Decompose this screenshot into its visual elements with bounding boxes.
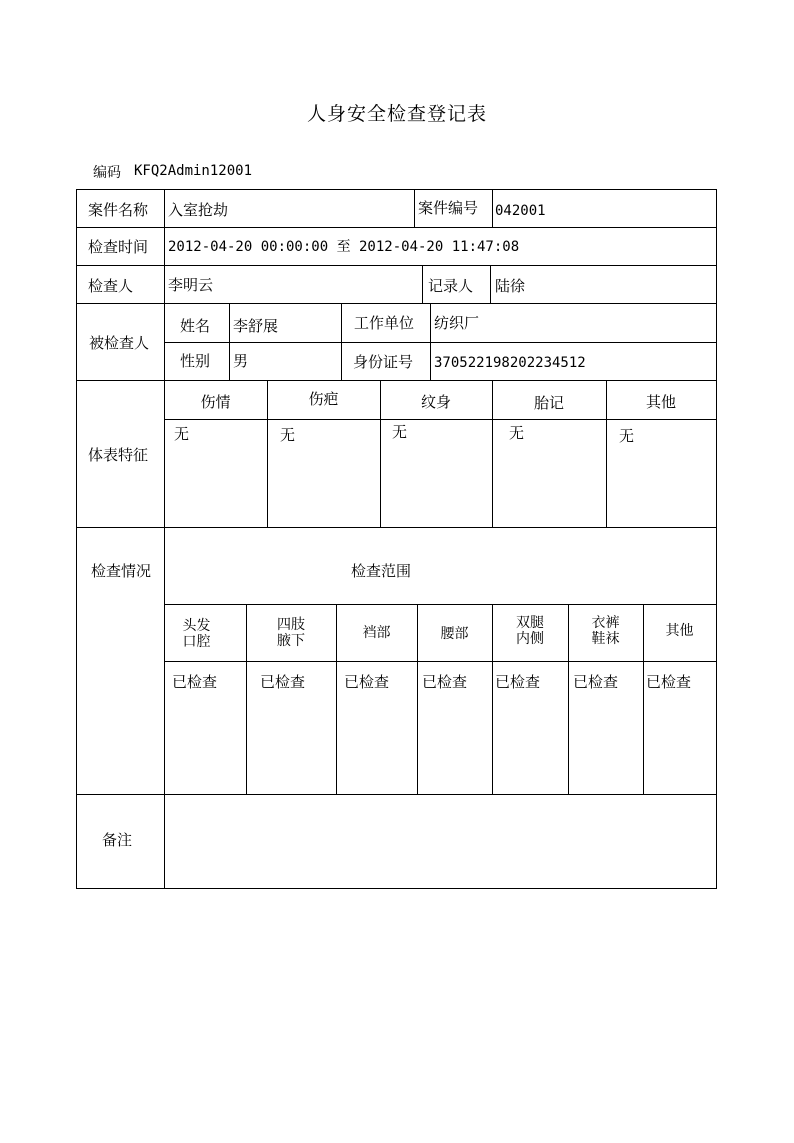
inspection-value-limbs-armpits: 已检查 <box>260 673 306 691</box>
inspection-col-waist: 腰部 <box>440 626 469 642</box>
features-col-other: 其他 <box>645 393 676 411</box>
features-col-injury: 伤情 <box>200 393 231 411</box>
row-divider <box>76 380 717 381</box>
col-divider <box>414 189 415 227</box>
row-divider <box>76 227 717 228</box>
subject-id-value: 370522198202234512 <box>434 355 586 371</box>
inspection-value-inner-legs: 已检查 <box>495 673 541 691</box>
inspection-range-label: 检查范围 <box>351 562 412 580</box>
table-border-bottom <box>76 888 717 889</box>
case-name-label: 案件名称 <box>88 201 149 219</box>
col-divider <box>492 189 493 227</box>
subject-gender-value: 男 <box>233 352 249 370</box>
row-divider <box>76 265 717 266</box>
inspection-col-other: 其他 <box>665 623 694 639</box>
case-number-label: 案件编号 <box>418 199 479 217</box>
features-value-scar: 无 <box>280 426 296 444</box>
col-divider <box>229 303 230 380</box>
col-divider <box>422 265 423 303</box>
features-value-tattoo: 无 <box>392 423 408 441</box>
features-col-scar: 伤疤 <box>308 390 339 408</box>
subject-gender-label: 性别 <box>180 352 211 370</box>
remarks-label: 备注 <box>102 831 133 849</box>
subject-name-label: 姓名 <box>180 317 211 335</box>
subject-unit-value: 纺织厂 <box>434 314 480 332</box>
inspection-value-clothes-shoes: 已检查 <box>573 673 619 691</box>
features-col-birthmark: 胎记 <box>533 394 564 412</box>
recorder-value: 陆徐 <box>495 277 526 295</box>
label-column-divider <box>164 189 165 889</box>
features-label: 体表特征 <box>88 446 149 464</box>
subject-name-value: 李舒展 <box>233 317 279 335</box>
features-col-tattoo: 纹身 <box>420 393 451 411</box>
case-name-value: 入室抢劫 <box>168 201 229 219</box>
col-divider <box>341 303 342 380</box>
features-value-injury: 无 <box>174 425 190 443</box>
features-value-other: 无 <box>619 427 635 445</box>
col-divider <box>430 303 431 380</box>
subject-label: 被检查人 <box>89 334 150 352</box>
table-border-top <box>76 189 717 190</box>
inspector-value: 李明云 <box>168 276 214 294</box>
row-divider <box>76 303 717 304</box>
inspection-col-clothes-shoes: 衣裤 鞋袜 <box>591 615 620 647</box>
page-title: 人身安全检查登记表 <box>306 103 487 125</box>
row-divider <box>164 342 717 343</box>
col-divider <box>490 265 491 303</box>
table-border-right <box>716 189 717 889</box>
inspection-value-other: 已检查 <box>646 673 692 691</box>
code-label: 编码 <box>93 165 121 181</box>
code-value: KFQ2Admin12001 <box>134 163 253 179</box>
table-border-left <box>76 189 77 889</box>
features-value-birthmark: 无 <box>509 424 525 442</box>
inspection-value-hair-mouth: 已检查 <box>172 673 218 691</box>
row-divider <box>76 527 717 528</box>
time-label: 检查时间 <box>88 238 149 256</box>
inspection-col-hair-mouth: 头发 口腔 <box>182 618 211 650</box>
case-number-value: 042001 <box>495 203 546 219</box>
inspection-col-crotch: 裆部 <box>362 625 391 641</box>
row-divider <box>76 794 717 795</box>
time-value: 2012-04-20 00:00:00 至 2012-04-20 11:47:08 <box>168 239 520 255</box>
inspection-col-limbs-armpits: 四肢 腋下 <box>277 617 305 649</box>
row-divider <box>164 419 717 420</box>
inspection-value-crotch: 已检查 <box>344 673 390 691</box>
subject-unit-label: 工作单位 <box>354 314 415 332</box>
subject-id-label: 身份证号 <box>353 353 414 371</box>
recorder-label: 记录人 <box>428 277 474 295</box>
inspector-label: 检查人 <box>88 277 134 295</box>
inspection-col-inner-legs: 双腿 内侧 <box>516 615 544 647</box>
inspection-label: 检查情况 <box>91 562 152 580</box>
inspection-value-waist: 已检查 <box>422 673 468 691</box>
